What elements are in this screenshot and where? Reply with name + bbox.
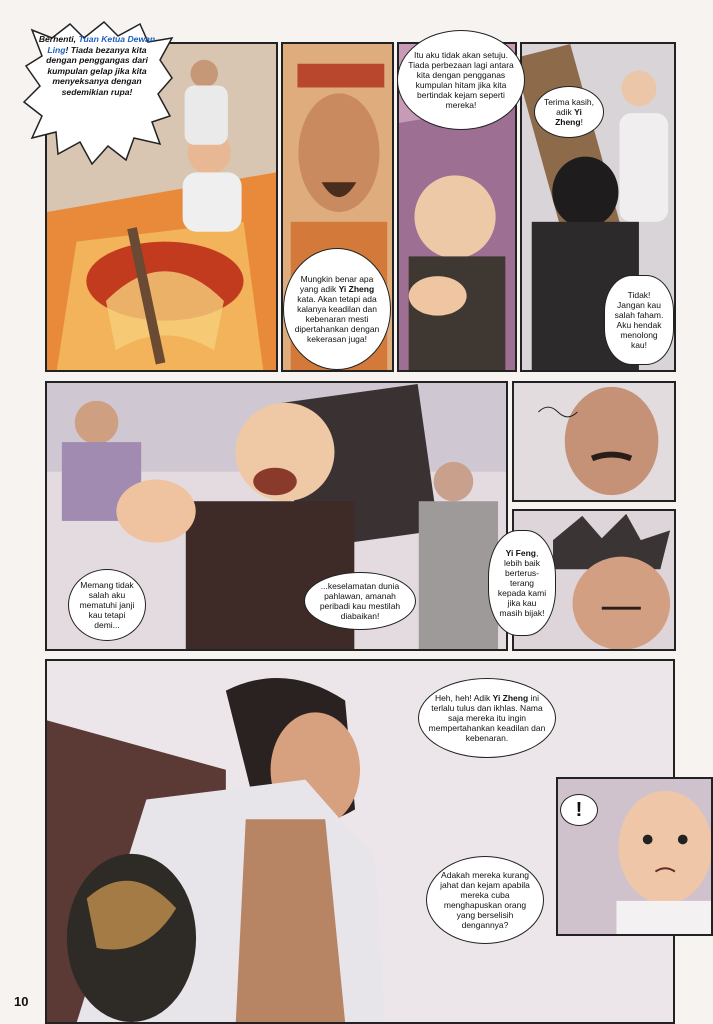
bubble-text: Tidak! Jangan kau salah faham. Aku hendak menolong kau! — [614, 290, 664, 350]
speech-bubble-p8-a — [418, 678, 556, 758]
bubble-text: Terima kasih, adik — [543, 97, 595, 117]
speech-bubble-p2 — [283, 248, 391, 370]
shout-prefix: Berhenti, — [38, 34, 79, 44]
bubble-text: Itu aku tidak akan setuju. Tiada perbezaan lagi antara kita dengan pengganas kumpulan hitam jika kita bertindak kejam seperti mereka! — [408, 50, 514, 110]
panel-6-art — [514, 383, 674, 500]
speech-bubble-p8-b — [426, 856, 544, 944]
panel-6 — [512, 381, 676, 502]
bubble-text: Mungkin benar apa yang adik — [299, 274, 374, 294]
exclaim-text: ! — [575, 799, 583, 821]
speech-bubble-p4-a — [534, 86, 604, 138]
bubble-text-after: , lebih baik berterus-terang kepada kami jika kau masih bijak! — [497, 548, 547, 618]
bubble-text-after: ! — [580, 117, 583, 127]
speech-bubble-p3 — [397, 30, 525, 130]
exclaim-bubble — [560, 794, 598, 826]
shout-text — [36, 34, 158, 97]
speech-bubble-p7 — [488, 530, 556, 636]
speech-bubble-p5-a — [68, 569, 146, 641]
bubble-bold: Yi Feng — [505, 548, 536, 558]
bubble-bold: Yi Zheng — [492, 693, 529, 703]
bubble-text: Heh, heh! Adik — [434, 693, 493, 703]
bubble-bold: Yi Zheng — [555, 107, 582, 127]
bubble-text-after: ini terlalu tulus dan ikhlas. Nama saja mereka itu ingin mempertahankan keadilan dan kebenaran. — [428, 693, 546, 743]
bubble-text-after: kata. Akan tetapi ada kalanya keadilan dan kebenaran mesti dipertahankan dengan kekerasan juga! — [294, 294, 380, 344]
shout-suffix: ! Tiada bezanya kita dengan penggangas dari kumpulan gelap jika kita menyeksanya dengan sedemikian rupa! — [46, 44, 148, 97]
speech-bubble-p4-b — [604, 275, 674, 365]
bubble-text: Adakah mereka kurang jahat dan kejam apabila mereka cuba menghapuskan orang yang berselisih dengannya? — [440, 870, 530, 930]
bubble-bold: Yi Zheng — [338, 284, 375, 294]
page-number: 10 — [14, 994, 29, 1009]
bubble-text: Memang tidak salah aku mematuhi janji kau tetapi demi... — [79, 580, 135, 630]
speech-bubble-p5-b — [304, 572, 416, 630]
bubble-text: ...keselamatan dunia pahlawan, amanah peribadi kau mestilah diabaikan! — [319, 581, 401, 621]
shout-name: Tuan Ketua Dewan Ling — [47, 34, 156, 55]
